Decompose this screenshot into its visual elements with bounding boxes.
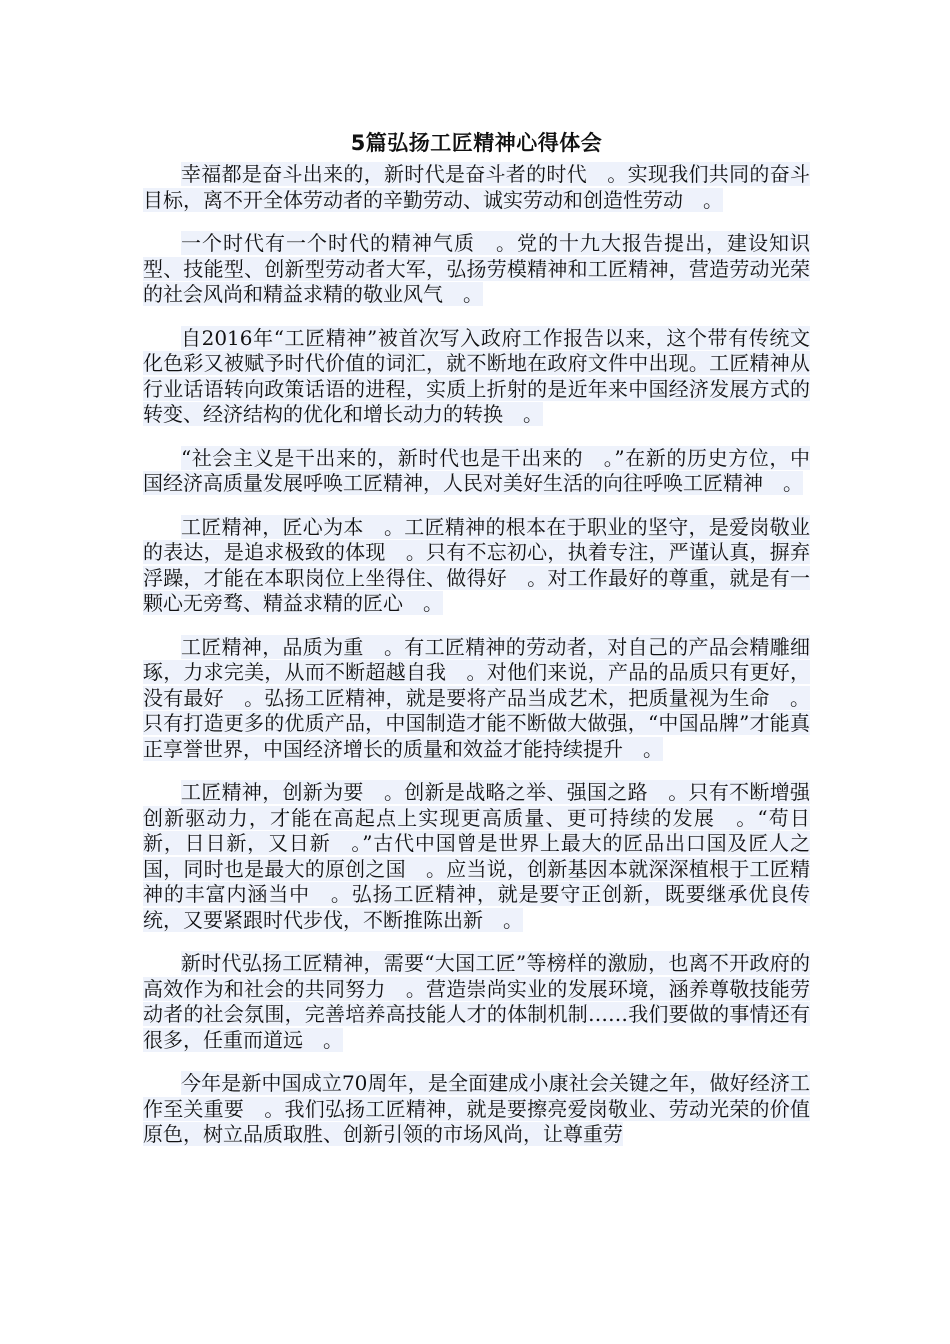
- paragraph-text: 工匠精神，品质为重 。有工匠精神的劳动者，对自己的产品会精雕细琢，力求完美，从而不断超越自我 。对他们来说，产品的品质只有更好，没有最好 。弘扬工匠精神，就是要将产品当成艺术，把质量视为生命 。只有打造更多的优质产品，中国制造才能不断做大做强，“中国品牌”才能真正享誉世界，中国经济增长的质量和效益才能持续提升 。: [143, 634, 810, 761]
- paragraph-9: [143, 1071, 810, 1148]
- paragraph-2: [143, 231, 810, 308]
- paragraph-text: 今年是新中国成立70周年，是全面建成小康社会关键之年，做好经济工作至关重要 。我们弘扬工匠精神，就是要擦亮爱岗敬业、劳动光荣的价值原色，树立品质取胜、创新引领的市场风尚，让尊重劳: [143, 1071, 810, 1146]
- document-page: [143, 128, 810, 1166]
- paragraph-text: 工匠精神，创新为要 。创新是战略之举、强国之路 。只有不断增强创新驱动力，才能在高起点上实现更高质量、更可持续的发展 。“苟日新，日日新，又日新 。”古代中国曾是世界上最大的匠品出口国及匠人之国，同时也是最大的原创之国 。应当说，创新基因本就深深植根于工匠精神的丰富内涵当中 。弘扬工匠精神，就是要守正创新，既要继承优良传统，又要紧跟时代步伐，不断推陈出新 。: [143, 780, 810, 932]
- paragraph-1: [143, 162, 810, 213]
- paragraph-text: 工匠精神，匠心为本 。工匠精神的根本在于职业的坚守，是爱岗敬业的表达，是追求极致的体现 。只有不忘初心，执着专注，严谨认真，摒弃浮躁，才能在本职岗位上坐得住、做得好 。对工作最好的尊重，就是有一颗心无旁骛、精益求精的匠心 。: [143, 514, 810, 615]
- paragraph-text: 自2016年“工匠精神”被首次写入政府工作报告以来，这个带有传统文化色彩又被赋予时代价值的词汇，就不断地在政府文件中出现。工匠精神从行业话语转向政策话语的进程，实质上折射的是近年来中国经济发展方式的转变、经济结构的优化和增长动力的转换 。: [143, 325, 810, 426]
- paragraph-text: 幸福都是奋斗出来的，新时代是奋斗者的时代 。实现我们共同的奋斗目标，离不开全体劳动者的辛勤劳动、诚实劳动和创造性劳动 。: [143, 162, 810, 212]
- paragraph-5: [143, 515, 810, 617]
- paragraph-8: [143, 951, 810, 1053]
- paragraph-text: “社会主义是干出来的，新时代也是干出来的 。”在新的历史方位，中国经济高质量发展呼唤工匠精神，人民对美好生活的向往呼唤工匠精神 。: [143, 445, 810, 495]
- paragraph-3: [143, 326, 810, 428]
- paragraph-text: 新时代弘扬工匠精神，需要“大国工匠”等榜样的激励，也离不开政府的高效作为和社会的共同努力 。营造崇尚实业的发展环境，涵养尊敬技能劳动者的社会氛围，完善培养高技能人才的体制机制……我们要做的事情还有很多，任重而道远 。: [143, 951, 810, 1052]
- document-title: 5篇弘扬工匠精神心得体会: [350, 131, 603, 155]
- paragraph-6: [143, 635, 810, 763]
- paragraph-text: 一个时代有一个时代的精神气质 。党的十九大报告提出，建设知识型、技能型、创新型劳动者大军，弘扬劳模精神和工匠精神，营造劳动光荣的社会风尚和精益求精的敬业风气 。: [143, 231, 810, 306]
- paragraph-7: [143, 780, 810, 933]
- paragraph-4: [143, 446, 810, 497]
